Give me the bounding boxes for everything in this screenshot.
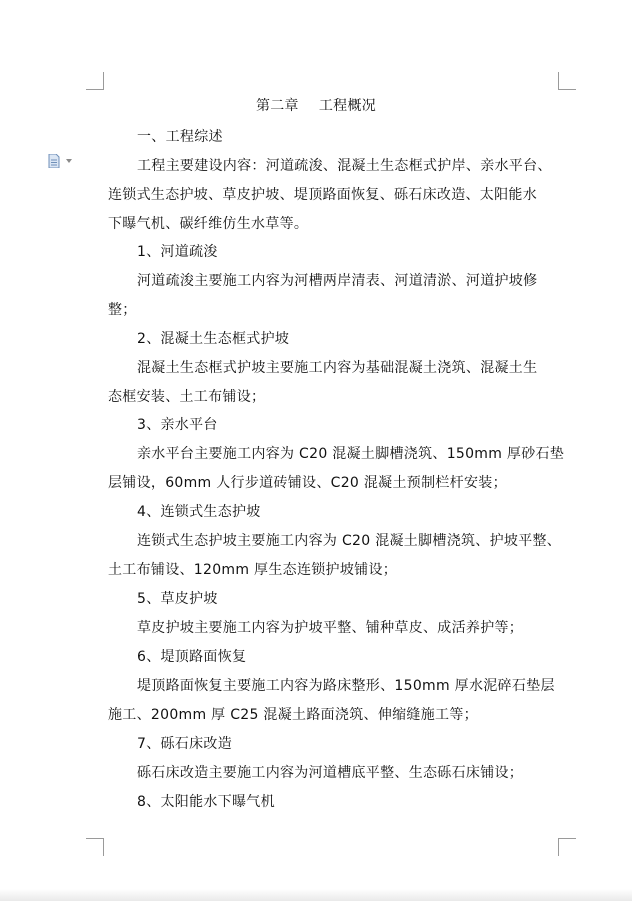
overview-line: 下曝气机、碳纤维仿生水草等。 [108,216,309,232]
item-body-line: 连锁式生态护坡主要施工内容为 C20 混凝土脚槽浇筑、护坡平整、 [137,533,562,549]
margin-mark-bottom-right [558,838,576,856]
item-body-line: 整； [108,302,137,318]
item-heading: 2、混凝土生态框式护坡 [137,331,290,347]
item-body-line: 土工布铺设、120mm 厚生态连锁护坡铺设； [108,562,398,578]
item-body-line: 混凝土生态框式护坡主要施工内容为基础混凝土浇筑、混凝土生 [137,360,538,376]
item-heading: 1、河道疏浚 [137,244,218,260]
item-body-line: 堤顶路面恢复主要施工内容为路床整形、150mm 厚水泥碎石垫层 [137,678,555,694]
item-body-line: 草皮护坡主要施工内容为护坡平整、铺种草皮、成活养护等； [137,620,524,636]
item-heading: 8、太阳能水下曝气机 [137,794,275,810]
item-body-line: 砾石床改造主要施工内容为河道槽底平整、生态砾石床铺设； [137,765,524,781]
item-body-line: 施工、200mm 厚 C25 混凝土路面浇筑、伸缩缝施工等； [108,707,478,723]
page-bottom-shadow [0,889,632,901]
item-body-line: 河道疏浚主要施工内容为河槽两岸清表、河道清淤、河道护坡修 [137,273,538,289]
item-heading: 3、亲水平台 [137,417,218,433]
margin-mark-bottom-left [86,838,104,856]
chapter-name: 工程概况 [318,98,377,114]
item-heading: 6、堤顶路面恢复 [137,649,247,665]
item-heading: 5、草皮护坡 [137,591,218,607]
item-body-line: 态框安装、土工布铺设； [108,389,266,405]
margin-mark-top-left [86,72,104,90]
chapter-title [0,96,632,116]
document-options-icon[interactable] [47,154,73,168]
chapter-number: 第二章 [255,98,299,114]
margin-mark-top-right [558,72,576,90]
item-heading: 7、砾石床改造 [137,736,233,752]
item-heading: 4、连锁式生态护坡 [137,504,261,520]
overview-line: 工程主要建设内容：河道疏浚、混凝土生态框式护岸、亲水平台、 [137,158,552,174]
item-body-line: 层铺设，60mm 人行步道砖铺设、C20 混凝土预制栏杆安装； [108,475,507,491]
item-body-line: 亲水平台主要施工内容为 C20 混凝土脚槽浇筑、150mm 厚砂石垫 [137,446,565,462]
overview-line: 连锁式生态护坡、草皮护坡、堤顶路面恢复、砾石床改造、太阳能水 [108,187,537,203]
section-heading: 一、工程综述 [137,129,223,145]
